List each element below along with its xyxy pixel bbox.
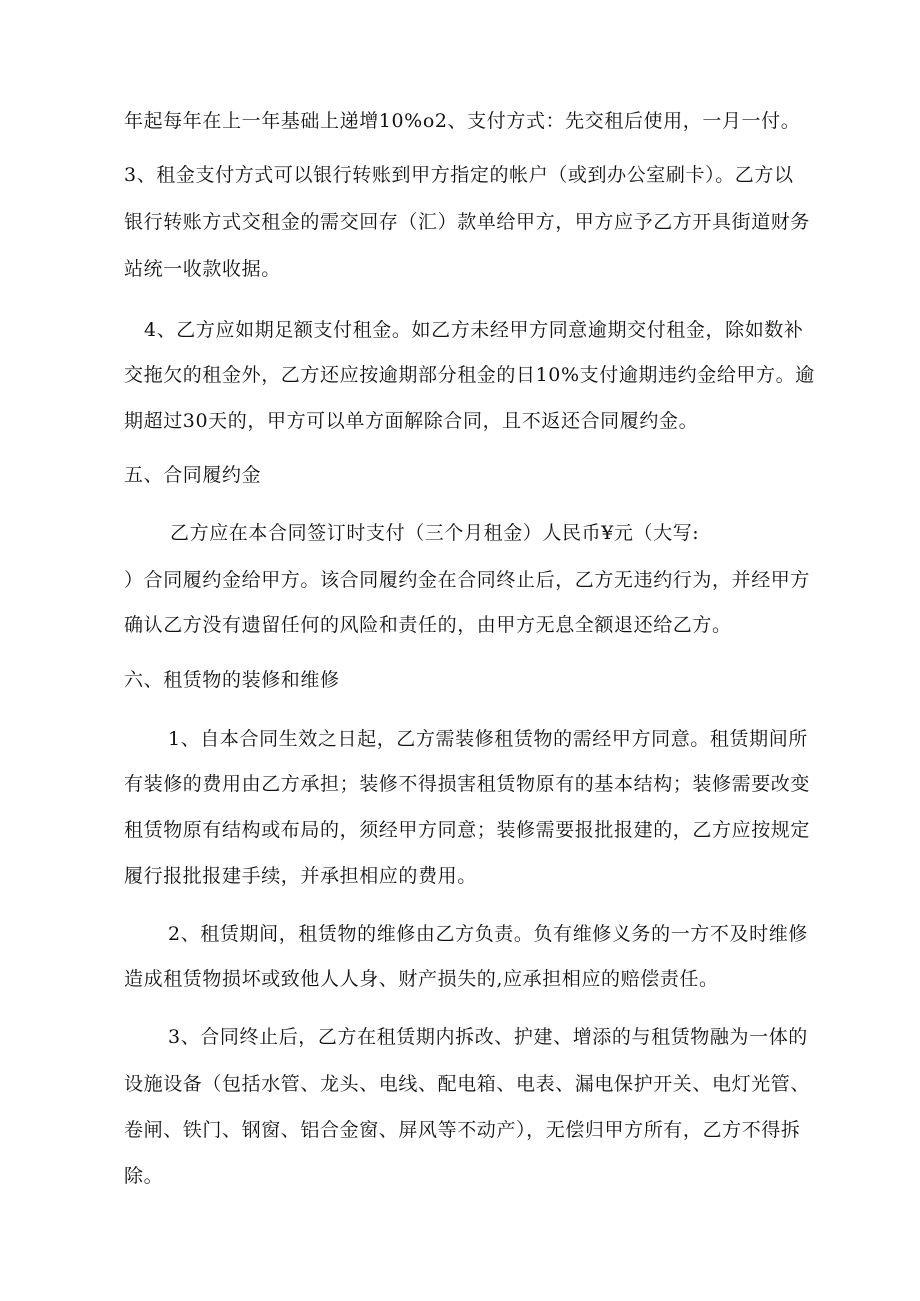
text-line: 有装修的费用由乙方承担；装修不得损害租赁物原有的基本结构；装修需要改变	[124, 773, 811, 795]
text-line: 2、租赁期间，租赁物的维修由乙方负责。负有维修义务的一方不及时维修	[168, 923, 808, 945]
text-line: 站统一收款收据。	[124, 258, 281, 280]
text-line: 期超过30天的，甲方可以单方面解除合同，且不返还合同履约金。	[124, 410, 699, 432]
section-heading: 五、合同履约金	[124, 464, 262, 486]
text-line: 年起每年在上一年基础上递增10%o2、支付方式：先交租后使用，一月一付。	[124, 110, 801, 132]
text-line: 除。	[124, 1165, 164, 1187]
text-line: 银行转账方式交租金的需交回存（汇）款单给甲方，甲方应予乙方开具街道财务	[124, 211, 811, 233]
section-heading: 六、租赁物的装修和维修	[124, 669, 340, 691]
text-line: 1、自本合同生效之日起，乙方需装修租赁物的需经甲方同意。租赁期间所	[168, 728, 808, 750]
text-line: 卷闸、铁门、钢窗、铝合金窗、屏风等不动产），无偿归甲方所有，乙方不得拆	[124, 1119, 801, 1141]
text-line: 乙方应在本合同签订时支付（三个月租金）人民币¥元（大写:	[170, 522, 700, 544]
text-line: 设施设备（包括水管、龙头、电线、配电箱、电表、漏电保护开关、电灯光管、	[124, 1073, 811, 1095]
text-line: 履行报批报建手续，并承担相应的费用。	[124, 865, 477, 887]
text-line: 确认乙方没有遗留任何的风险和责任的，由甲方无息全额退还给乙方。	[124, 614, 732, 636]
text-line: 交拖欠的租金外，乙方还应按逾期部分租金的日10%支付逾期违约金给甲方。逾	[124, 364, 815, 386]
text-line: 3、租金支付方式可以银行转账到甲方指定的帐户（或到办公室刷卡）。乙方以	[124, 164, 794, 186]
text-line: 租赁物原有结构或布局的，须经甲方同意；装修需要报批报建的，乙方应按规定	[124, 819, 811, 841]
text-line: 3、合同终止后，乙方在租赁期内拆改、护建、增添的与租赁物融为一体的	[168, 1026, 808, 1048]
text-line: 造成租赁物损坏或致他人人身、财产损失的,应承担相应的赔偿责任。	[124, 968, 719, 990]
text-line: ）合同履约金给甲方。该合同履约金在合同终止后，乙方无违约行为，并经甲方	[124, 569, 811, 591]
text-line: 4、乙方应如期足额支付租金。如乙方未经甲方同意逾期交付租金，除如数补	[144, 319, 804, 341]
